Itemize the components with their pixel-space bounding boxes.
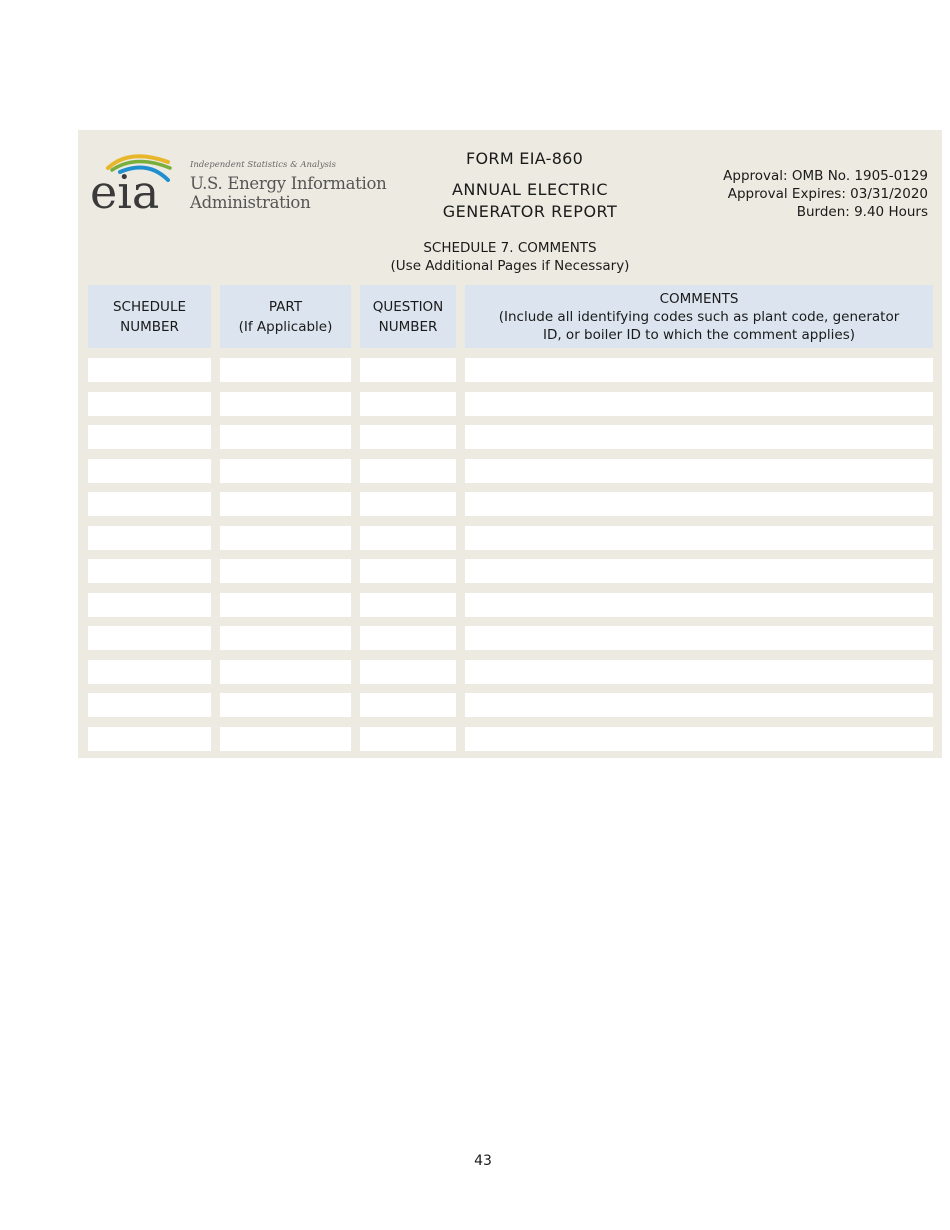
question-number-field[interactable]	[360, 559, 456, 583]
page-number: 43	[474, 1153, 492, 1169]
part-field[interactable]	[220, 559, 351, 583]
part-field[interactable]	[220, 459, 351, 483]
question-number-field[interactable]	[360, 459, 456, 483]
part-field[interactable]	[220, 727, 351, 751]
schedule-number-field[interactable]	[88, 559, 211, 583]
part-field[interactable]	[220, 425, 351, 449]
approval-block	[723, 167, 928, 221]
form-title-line2: GENERATOR REPORT	[442, 202, 618, 221]
schedule-number-field[interactable]	[88, 693, 211, 717]
comment-field[interactable]	[465, 492, 933, 516]
schedule-subtitle: (Use Additional Pages if Necessary)	[390, 258, 630, 274]
logo-org-line2: Administration	[190, 193, 311, 212]
column-header-comments	[465, 285, 933, 348]
part-field[interactable]	[220, 492, 351, 516]
question-number-field[interactable]	[360, 626, 456, 650]
approval-expires: Approval Expires: 03/31/2020	[727, 186, 928, 202]
part-field[interactable]	[220, 358, 351, 382]
question-number-field[interactable]	[360, 593, 456, 617]
comment-field[interactable]	[465, 358, 933, 382]
comment-field[interactable]	[465, 425, 933, 449]
question-number-field[interactable]	[360, 660, 456, 684]
column-header-text: (If Applicable)	[238, 318, 333, 335]
comment-field[interactable]	[465, 559, 933, 583]
schedule-number-field[interactable]	[88, 425, 211, 449]
column-header-text: NUMBER	[120, 318, 179, 335]
comment-field[interactable]	[465, 459, 933, 483]
schedule-number-field[interactable]	[88, 492, 211, 516]
question-number-field[interactable]	[360, 526, 456, 550]
comment-field[interactable]	[465, 727, 933, 751]
question-number-field[interactable]	[360, 492, 456, 516]
logo-org-line1: U.S. Energy Information	[190, 174, 387, 193]
form-title-line1: ANNUAL ELECTRIC	[451, 180, 609, 199]
form-panel	[78, 130, 942, 758]
logo-tagline: Independent Statistics & Analysis	[190, 160, 336, 170]
schedule-number-field[interactable]	[88, 459, 211, 483]
form-id: FORM EIA-860	[466, 149, 584, 168]
part-field[interactable]	[220, 660, 351, 684]
column-header-schedule-number	[88, 285, 211, 348]
part-field[interactable]	[220, 593, 351, 617]
column-header-text: PART	[268, 298, 303, 315]
comment-field[interactable]	[465, 693, 933, 717]
comment-field[interactable]	[465, 626, 933, 650]
schedule-heading	[78, 239, 942, 275]
approval-omb: Approval: OMB No. 1905-0129	[723, 168, 928, 184]
approval-burden: Burden: 9.40 Hours	[796, 204, 928, 220]
part-field[interactable]	[220, 526, 351, 550]
part-field[interactable]	[220, 626, 351, 650]
schedule-number-field[interactable]	[88, 727, 211, 751]
schedule-number-field[interactable]	[88, 358, 211, 382]
schedule-title: SCHEDULE 7. COMMENTS	[423, 240, 597, 256]
schedule-number-field[interactable]	[88, 526, 211, 550]
eia-logo	[90, 150, 390, 220]
eia-logo-mark	[90, 150, 180, 212]
part-field[interactable]	[220, 693, 351, 717]
schedule-number-field[interactable]	[88, 660, 211, 684]
column-header-text: (Include all identifying codes such as plant code, generator	[498, 308, 900, 325]
schedule-number-field[interactable]	[88, 626, 211, 650]
column-header-text: QUESTION	[372, 298, 444, 315]
question-number-field[interactable]	[360, 392, 456, 416]
comment-field[interactable]	[465, 526, 933, 550]
column-header-text: SCHEDULE	[112, 298, 186, 315]
form-title	[420, 179, 640, 223]
schedule-number-field[interactable]	[88, 593, 211, 617]
eia-wordmark: eia	[90, 165, 160, 212]
question-number-field[interactable]	[360, 693, 456, 717]
column-header-text: NUMBER	[378, 318, 438, 335]
comment-field[interactable]	[465, 392, 933, 416]
column-header-question-number	[360, 285, 456, 348]
schedule-number-field[interactable]	[88, 392, 211, 416]
question-number-field[interactable]	[360, 425, 456, 449]
question-number-field[interactable]	[360, 727, 456, 751]
part-field[interactable]	[220, 392, 351, 416]
comment-field[interactable]	[465, 660, 933, 684]
column-header-part	[220, 285, 351, 348]
comment-field[interactable]	[465, 593, 933, 617]
question-number-field[interactable]	[360, 358, 456, 382]
column-header-text: ID, or boiler ID to which the comment applies)	[542, 326, 856, 343]
column-header-text: COMMENTS	[659, 290, 739, 307]
